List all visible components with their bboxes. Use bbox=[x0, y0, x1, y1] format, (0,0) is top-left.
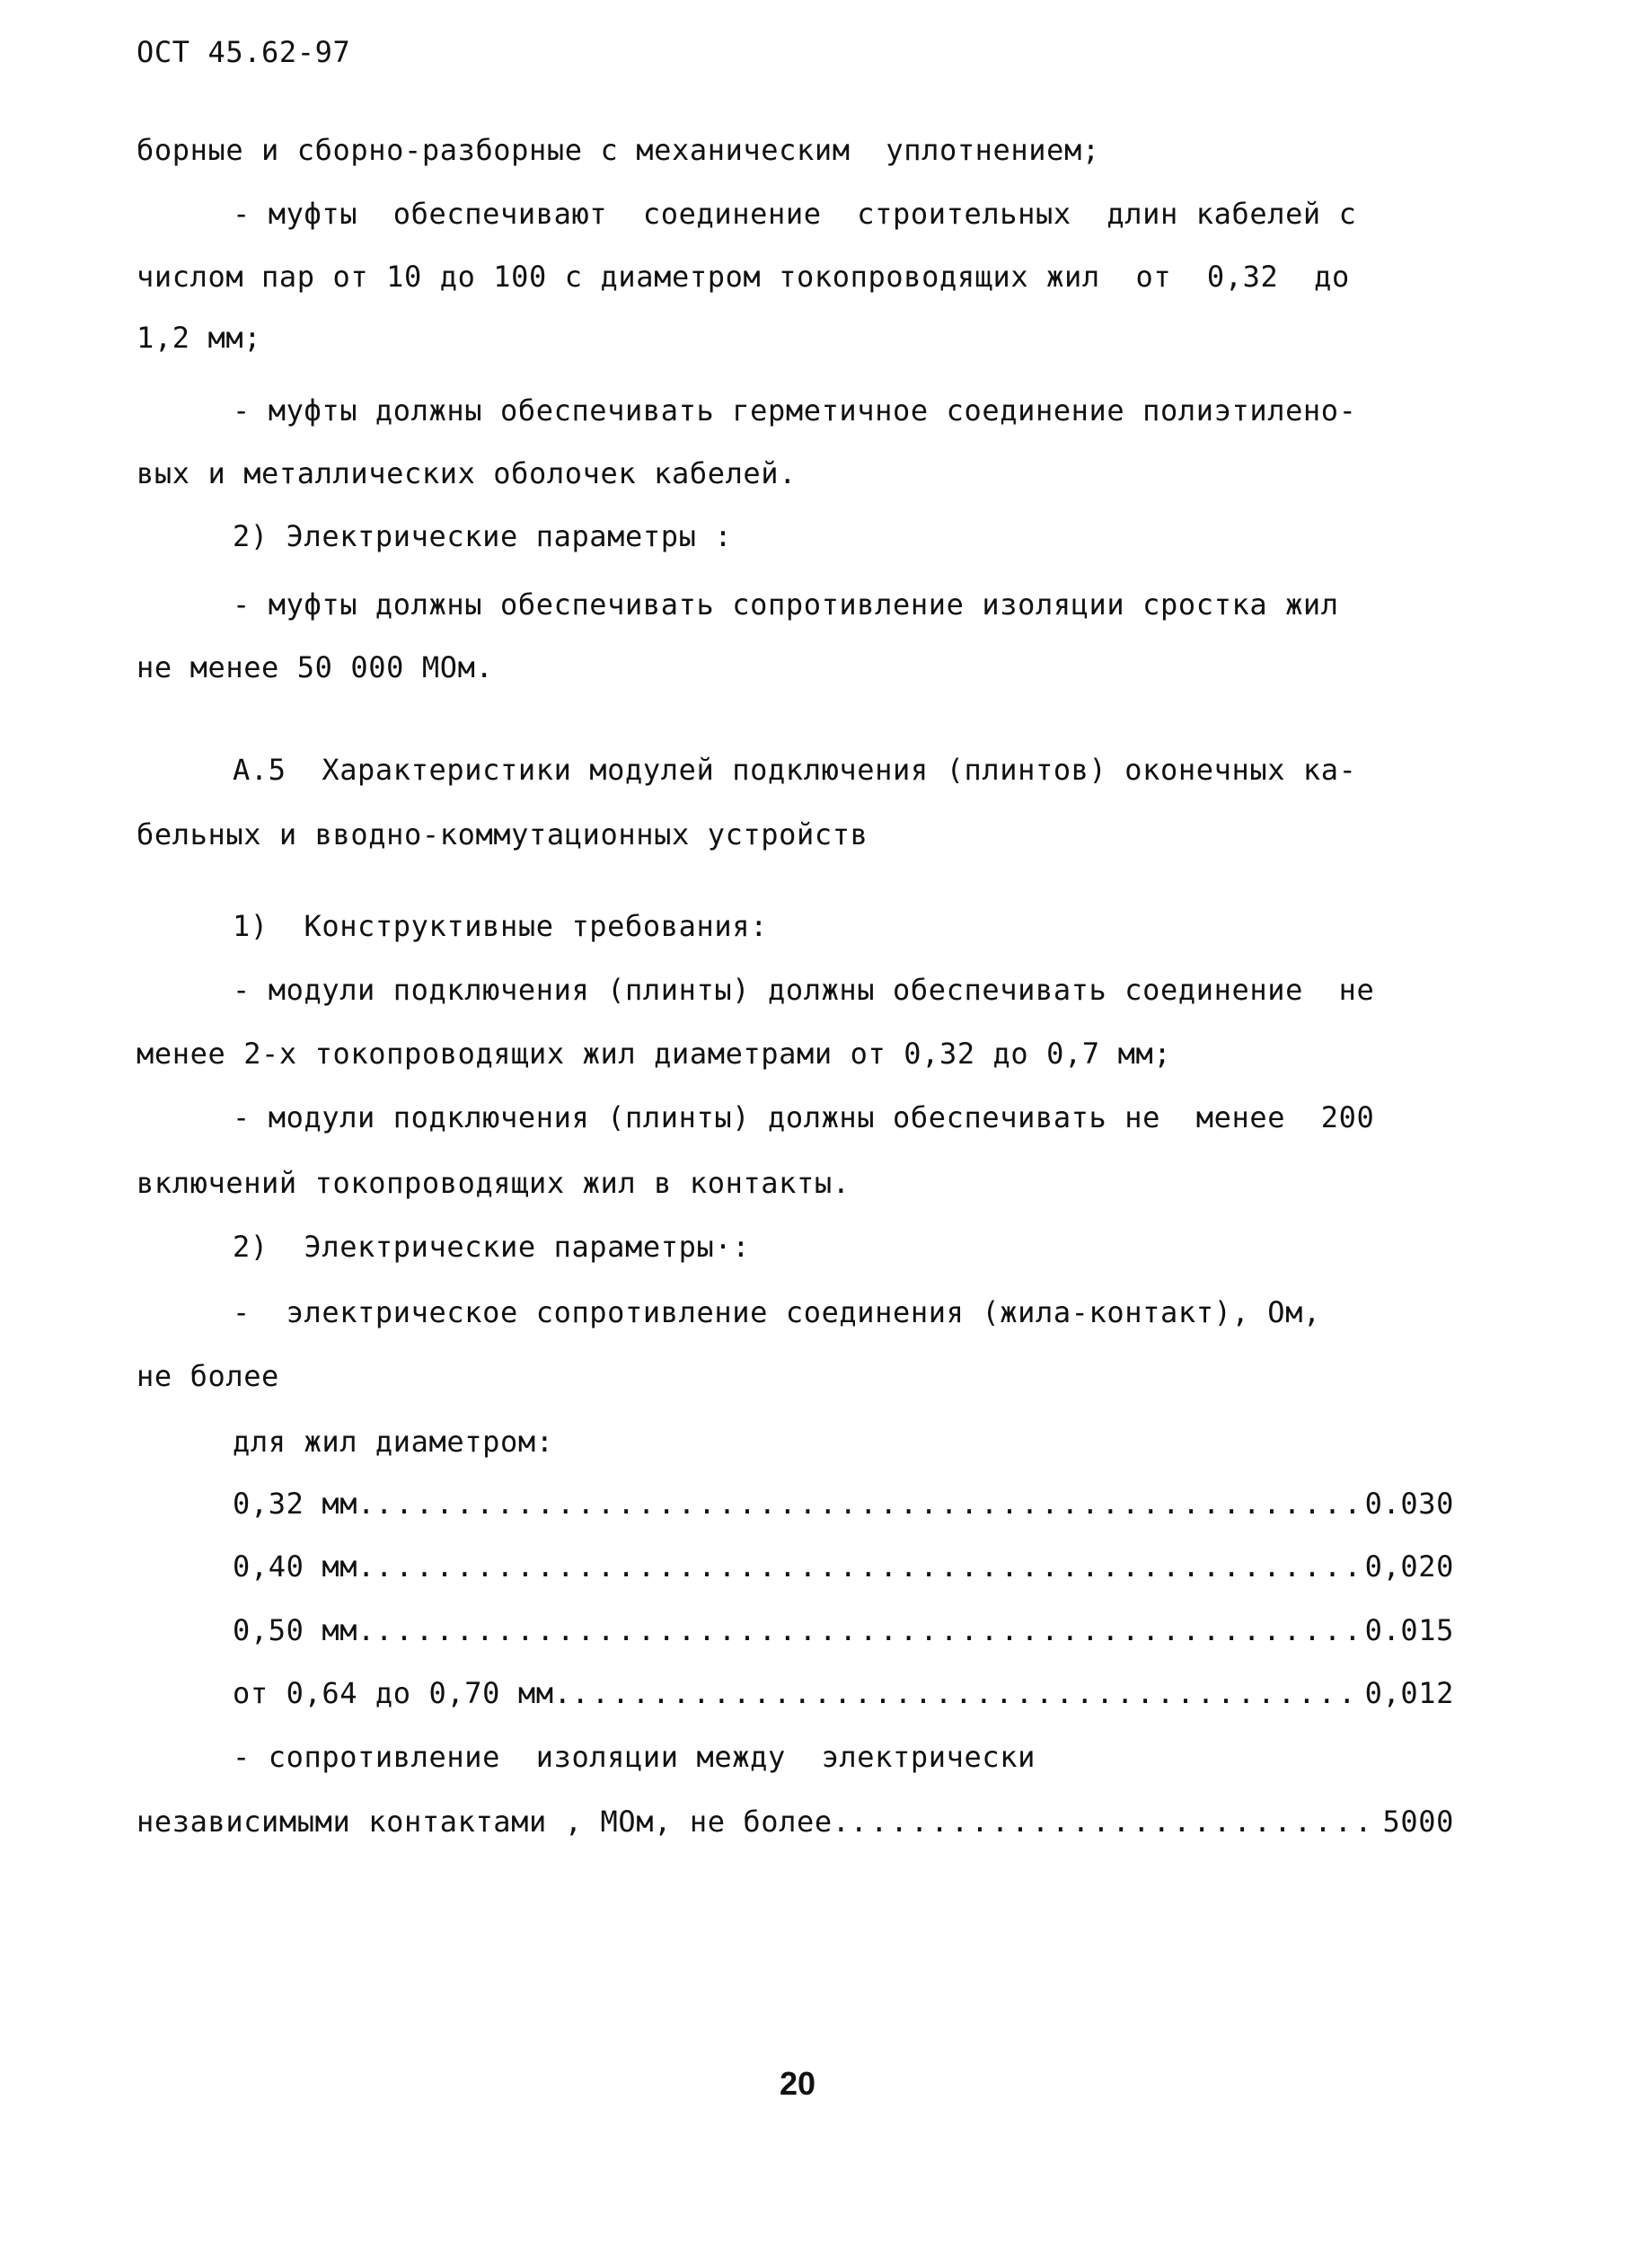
text-line: включений токопроводящих жил в контакты. bbox=[137, 1166, 851, 1200]
dot-leader bbox=[375, 1486, 1360, 1522]
text-line: - модули подключения (плинты) должны обеспечивать не менее 200 bbox=[233, 1100, 1375, 1134]
row-value: 0.030 bbox=[1364, 1487, 1454, 1521]
row-label: 0,40 мм. bbox=[233, 1549, 375, 1584]
text-line: 1) Конструктивные требования: bbox=[233, 909, 768, 943]
row-label: от 0,64 до 0,70 мм. bbox=[233, 1676, 572, 1710]
text-line: - муфты обеспечивают соединение строительных длин кабелей с bbox=[233, 197, 1357, 231]
table-row bbox=[233, 1486, 1454, 1522]
text-line: не менее 50 000 МОм. bbox=[137, 650, 494, 684]
text-line: 1,2 мм; bbox=[137, 321, 262, 355]
table-row bbox=[233, 1612, 1454, 1648]
dot-leader bbox=[851, 1804, 1378, 1840]
dot-leader bbox=[375, 1612, 1360, 1648]
text-line: - муфты должны обеспечивать герметичное соединение полиэтилено- bbox=[233, 393, 1357, 428]
text-line: менее 2-х токопроводящих жил диаметрами от 0,32 до 0,7 мм; bbox=[137, 1037, 1172, 1071]
row-label: 0,32 мм. bbox=[233, 1487, 375, 1521]
text-line: - электрическое сопротивление соединения (жила-контакт), Ом, bbox=[233, 1295, 1321, 1329]
text-line: для жил диаметром: bbox=[233, 1425, 554, 1459]
text-line: не более bbox=[137, 1359, 279, 1393]
text-line: - модули подключения (плинты) должны обеспечивать соединение не bbox=[233, 973, 1375, 1007]
table-row bbox=[137, 1804, 1454, 1840]
row-value: 0,020 bbox=[1364, 1549, 1454, 1584]
text-line: 2) Электрические параметры : bbox=[233, 519, 733, 553]
text-line: 2) Электрические параметры·: bbox=[233, 1230, 751, 1264]
row-value: 5000 bbox=[1382, 1805, 1454, 1839]
row-value: 0,012 bbox=[1364, 1676, 1454, 1710]
row-label: независимыми контактами , МОм, не более. bbox=[137, 1805, 851, 1839]
table-row bbox=[233, 1549, 1454, 1584]
table-row bbox=[233, 1675, 1454, 1711]
text-line: вых и металлических оболочек кабелей. bbox=[137, 456, 798, 490]
document-code-header: ОСТ 45.62-97 bbox=[137, 35, 351, 69]
section-heading-continuation: бельных и вводно-коммутационных устройств bbox=[137, 817, 868, 852]
dot-leader bbox=[571, 1675, 1359, 1711]
dot-leader bbox=[375, 1549, 1360, 1584]
page-number: 20 bbox=[779, 2065, 816, 2102]
section-heading: А.5 Характеристики модулей подключения (плинтов) оконечных ка- bbox=[233, 753, 1357, 787]
text-line: числом пар от 10 до 100 с диаметром токопроводящих жил от 0,32 до bbox=[137, 260, 1350, 294]
text-line: - сопротивление изоляции между электрически bbox=[233, 1740, 1036, 1774]
text-line: - муфты должны обеспечивать сопротивление изоляции сростка жил bbox=[233, 587, 1339, 622]
text-line: борные и сборно-разборные с механическим уплотнением; bbox=[137, 133, 1100, 167]
row-label: 0,50 мм. bbox=[233, 1613, 375, 1647]
row-value: 0.015 bbox=[1364, 1613, 1454, 1647]
